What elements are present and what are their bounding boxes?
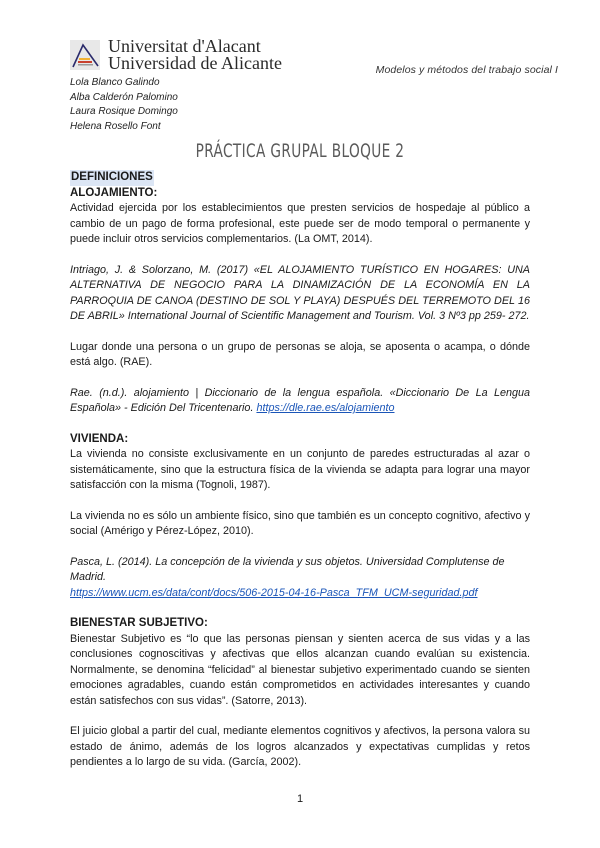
reference <box>70 386 530 417</box>
logo-line-valencian: Universitat d'Alacant <box>108 36 261 56</box>
rae-link[interactable]: https://dle.rae.es/alojamiento <box>256 402 395 414</box>
heading-alojamiento: ALOJAMIENTO: <box>70 186 158 199</box>
paragraph: La vivienda no es sólo un ambiente físico, sino que también es un concepto cognitivo, afectivo y social (Amérigo y Pérez-López, 2010). <box>70 509 530 537</box>
author: Alba Calderón Palomino <box>70 91 178 103</box>
paragraph: Actividad ejercida por los establecimientos que presten servicios de hospedaje al público a cambio de un pago de forma profesional, este puede ser de modo temporal o permanente y puede incluir otros servicios complementarios. (La OMT, 2014). <box>70 202 530 245</box>
ucm-link[interactable]: https://www.ucm.es/data/cont/docs/506-2015-04-16-Pasca_TFM_UCM-seguridad.pdf <box>70 586 478 599</box>
page-number: 1 <box>296 793 304 805</box>
paragraph: Bienestar Subjetivo es “lo que las personas piensan y sienten acerca de sus vidas y a las conclusiones cognoscitivas y afectivas que ellos alcanzan cuando evalúan su existencia. Normalmente, se denomina “felicidad” al bienestar subjetivo experimentado cuando se sienten emociones agradables, cuando están comprometidos en actividades interesantes y cuando están satisfechos con sus vidas”. (Satorre, 2013). <box>70 632 530 707</box>
paragraph: El juicio global a partir del cual, mediante elementos cognitivos y afectivos, la persona valora su estado de ánimo, además de los logros alcanzados y expectativas cumplidas y retos pendientes a lo largo de su vida. (García, 2002). <box>70 725 530 768</box>
logo-line-spanish: Universidad de Alicante <box>108 53 282 73</box>
university-logo <box>70 38 282 72</box>
author: Helena Rosello Font <box>70 120 161 132</box>
author: Lola Blanco Galindo <box>70 77 160 88</box>
reference: Intriago, J. & Solorzano, M. (2017) «EL ALOJAMIENTO TURÍSTICO EN HOGARES: UNA ALTERNATIVA DE NEGOCIO PARA LA DINAMIZACIÓN DE LA ECONOMÍA EN LA PARROQUIA DE CANOA (DESTINO DE SOL Y PLAYA) DESPUÉS DEL TERREMOTO DEL 16 DE ABRIL» International Journal of Scientific Management and Tourism. Vol. 3 Nº3 pp 259- 272. <box>70 263 530 322</box>
reference-text: Rae. (n.d.). alojamiento | Diccionario de la lengua española. «Diccionario De La Lengua Española» - Edición Del Tricentenario. <box>70 386 530 414</box>
heading-vivienda: VIVIENDA: <box>70 432 129 445</box>
reference-link-line <box>70 586 530 602</box>
page-title: PRÁCTICA GRUPAL BLOQUE 2 <box>195 140 405 162</box>
course-name: Modelos y métodos del trabajo social I <box>375 64 558 76</box>
heading-bienestar-subjetivo: BIENESTAR SUBJETIVO: <box>70 617 208 629</box>
document-body <box>70 170 530 771</box>
paragraph: Lugar donde una persona o un grupo de personas se aloja, se aposenta o acampa, o dónde está algo. (RAE). <box>70 340 530 368</box>
paragraph: La vivienda no consiste exclusivamente en un conjunto de paredes estructuradas al azar o sistemáticamente, sino que la estructura física de la vivienda se adapta para lograr una mayor satisfacción con la misma (Tognoli, 1987). <box>70 448 530 491</box>
author-list <box>70 76 178 134</box>
university-emblem-icon <box>70 40 100 70</box>
reference: Pasca, L. (2014). La concepción de la vivienda y sus objetos. Universidad Complutense de Madrid. <box>70 555 505 583</box>
section-heading-definiciones: DEFINICIONES <box>70 170 154 186</box>
author: Laura Rosique Domingo <box>70 106 178 117</box>
